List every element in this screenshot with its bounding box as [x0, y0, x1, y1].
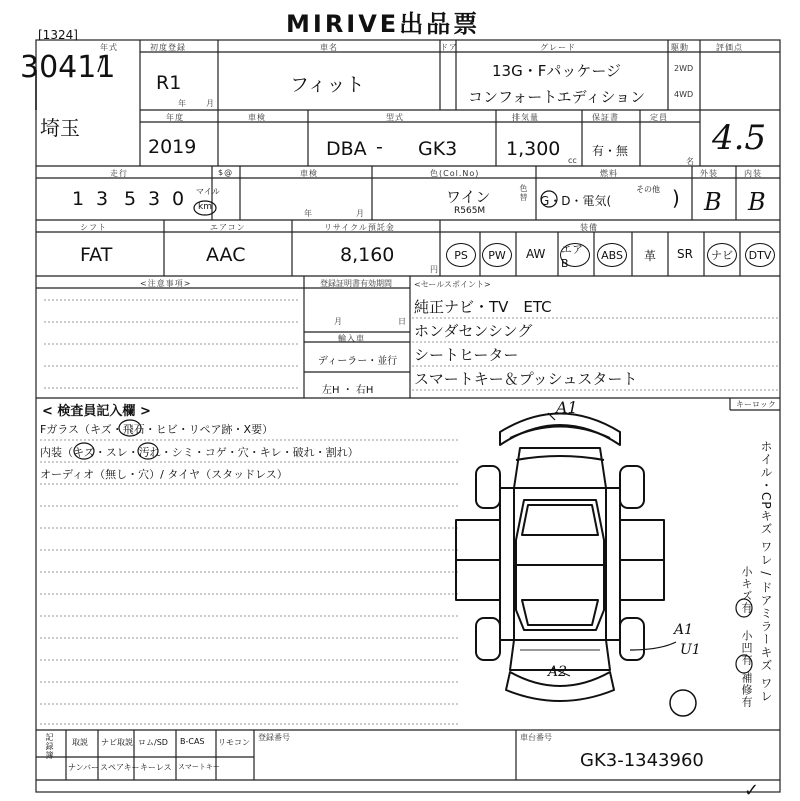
touroku-month: 月 [334, 317, 343, 326]
nyuu-value: ディーラー・並行 [318, 356, 398, 367]
label-sales: <セールスポイント> [414, 280, 491, 289]
year-value: 2019 [148, 136, 197, 158]
label-naisou: 内装 [744, 169, 762, 178]
lot-number: 30411 [20, 50, 116, 85]
footer-item-spare-key: スペアキー [100, 763, 140, 772]
mile-unit: マイル [196, 187, 220, 196]
mark-u1-right: U1 [680, 642, 701, 658]
color-code: R565M [454, 206, 486, 216]
fuel-other-label: その他 [636, 185, 660, 194]
equip-sr: SR [677, 247, 693, 261]
label-kan: $@ [218, 168, 234, 177]
fuel-value: G・D・電気( [540, 194, 612, 208]
exterior-grade: B [704, 188, 722, 216]
sales-point-4: スマートキー＆プッシュスタート [414, 370, 638, 388]
inspector-line-3: オーディオ（無し・穴）/ タイヤ（スタッドレス） [40, 468, 288, 481]
drive-2wd: 2WD [674, 64, 694, 73]
label-hoshou: 保証書 [592, 113, 619, 122]
footer-item-number: ナンバー [68, 763, 100, 772]
label-sokou: 走行 [110, 169, 128, 178]
car-name: フィット [290, 74, 365, 96]
model-code: GK3 [418, 138, 458, 160]
mileage-digit-2: 3 [96, 188, 109, 210]
equip-airbag: エアB [560, 243, 590, 267]
score-value: 4.5 [712, 118, 767, 158]
label-chassis: 車台番号 [520, 733, 552, 742]
sales-point-1: 純正ナビ・TV ETC [414, 298, 552, 316]
cc-unit: cc [568, 156, 577, 165]
era-year-unit: 年 [178, 99, 187, 108]
label-aircon: エアコン [210, 223, 246, 232]
label-shift: シフト [80, 223, 107, 232]
label-nengo: 年式 [100, 43, 118, 52]
lot-bracket: [1324] [38, 28, 78, 42]
km-unit: km [198, 202, 212, 212]
era-month-unit: 月 [206, 99, 215, 108]
label-shodo: 初度登録 [150, 43, 186, 52]
label-hyouka: 評価点 [716, 43, 743, 52]
label-drive: 駆動 [671, 43, 689, 52]
label-doors: ドア [440, 43, 458, 52]
label-keylock: キーロック [736, 400, 776, 409]
region: 埼玉 [40, 116, 80, 140]
mark-a1-right: A1 [674, 622, 694, 638]
equip-pw: PW [482, 243, 512, 267]
sales-point-3: シートヒーター [414, 346, 519, 364]
iro-label: 色替 [519, 184, 528, 202]
footer-item-keyless: キーレス [140, 763, 172, 772]
label-chuui: <注意事項> [140, 279, 192, 288]
model-prefix: DBA [326, 138, 367, 160]
equip-abs: ABS [597, 243, 627, 267]
equip-aw: AW [526, 247, 546, 261]
sales-point-2: ホンダセンシング [414, 322, 533, 340]
equip-dtv: DTV [745, 243, 775, 267]
drive-4wd: 4WD [674, 90, 694, 99]
label-touroku: 登録証明書有効期間 [320, 279, 392, 288]
chassis-number: GK3-1343960 [580, 750, 704, 771]
label-color: 色(Col.No) [430, 169, 480, 178]
era-value: R1 [156, 72, 182, 94]
grade-line2: コンフォートエディション [468, 88, 646, 106]
equip-leather: 革 [644, 249, 657, 263]
mileage-digit-4: 3 [148, 188, 161, 210]
label-reg: 登録番号 [258, 733, 290, 742]
equip-ps: PS [446, 243, 476, 267]
label-kensa: < 検査員記入欄 > [42, 404, 151, 419]
label-nendo: 年度 [166, 113, 184, 122]
label-haiki: 排気量 [512, 113, 539, 122]
person-unit: 名 [686, 157, 695, 166]
mileage-digit-5: 0 [172, 188, 185, 210]
shift-value: FAT [80, 244, 113, 266]
footer-item-smartkey: スマートキー [178, 763, 220, 771]
interior-grade: B [748, 188, 766, 216]
mark-a1-top: A1 [556, 398, 578, 417]
label-kata: 型式 [386, 113, 404, 122]
shaken-year-unit: 年 [304, 209, 313, 218]
displacement: 1,300 [506, 138, 561, 160]
footer-item-manual: 取説 [72, 738, 88, 747]
label-shaken: 車検 [248, 113, 266, 122]
touroku-day: 日 [398, 317, 407, 326]
side-notes: ホイル・CPキズ ワレ / ドアミラーキズ ワレ [759, 440, 773, 703]
form-title: MIRIVE出品票 [286, 10, 481, 38]
label-recycle: リサイクル預託金 [324, 223, 395, 232]
side-notes-4: 補修有 [740, 672, 753, 708]
model-dash: - [376, 136, 383, 158]
side-notes-2: 小キズ有 [740, 566, 753, 614]
label-nenryo: 燃料 [600, 169, 618, 178]
fuel-close: ) [672, 186, 680, 210]
label-nyuukosha: 輸入車 [338, 334, 365, 343]
aircon-value: AAC [206, 244, 246, 266]
mileage-digit-1: 1 [72, 188, 85, 210]
inspector-line-1: Fガラス（キズ・飛石・ヒビ・リペア跡・X要） [40, 423, 274, 436]
grade-line1: 13G・Fパッケージ [492, 62, 622, 80]
label-grade: グレード [540, 43, 576, 52]
check-mark: ✓ [744, 780, 760, 801]
label-gaisou: 外装 [700, 169, 718, 178]
mileage-digit-3: 5 [124, 188, 137, 210]
footer-item-navi-manual: ナビ取説 [101, 738, 133, 747]
footer-item-rom: ロム/SD [138, 738, 168, 747]
side-notes-3: 小凹有 [740, 630, 753, 666]
label-teiin: 定員 [650, 113, 668, 122]
footer-item-bcas: B-CAS [180, 737, 205, 746]
inspector-line-2: 内装（キズ・スレ・汚れ・シミ・コゲ・穴・キレ・破れ・割れ） [40, 446, 359, 459]
label-shaken2: 車検 [300, 169, 318, 178]
yen-unit: 円 [430, 265, 439, 274]
equip-navi: ナビ [707, 243, 737, 267]
hand-drive: 左H ・ 右H [322, 385, 374, 396]
mark-a2-bottom: A2 [548, 664, 568, 680]
shaken-month-unit: 月 [356, 209, 365, 218]
color-name: ワイン [446, 188, 491, 206]
label-equip: 装備 [580, 223, 598, 232]
footer-item-remote: リモコン [218, 738, 250, 747]
footer-side-label: 記録簿 [45, 733, 54, 760]
recycle-value: 8,160 [340, 244, 395, 266]
warranty: 有・無 [592, 144, 629, 158]
label-shamei: 車名 [320, 43, 338, 52]
